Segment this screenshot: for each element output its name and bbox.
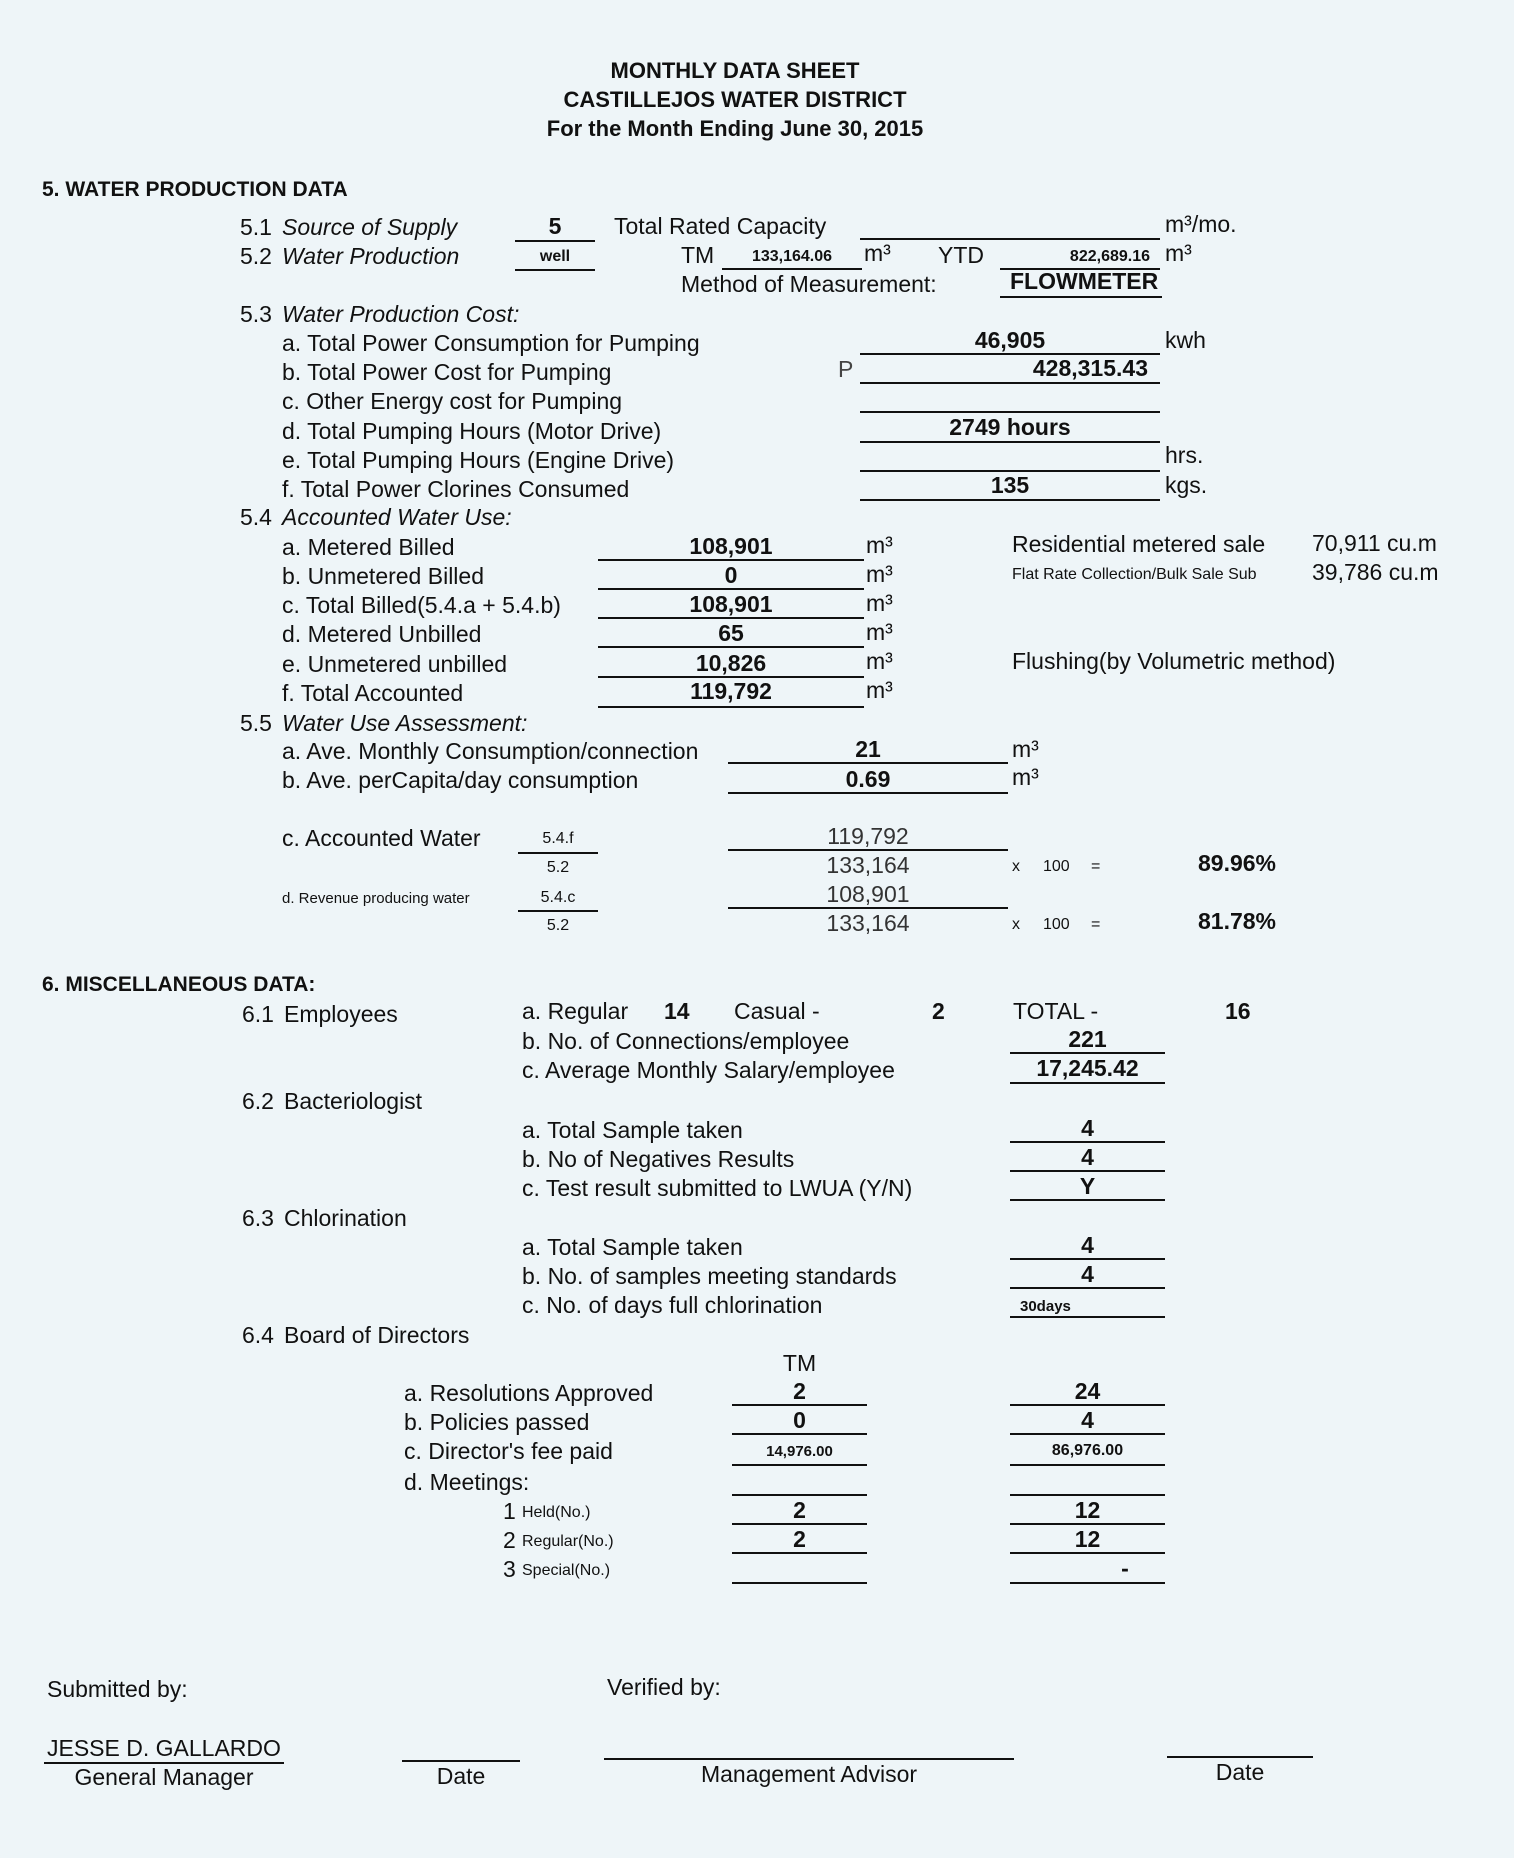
s52-underline <box>515 269 595 271</box>
s52-method-label: Method of Measurement: <box>681 271 937 297</box>
s55b-unit: m³ <box>1012 764 1039 790</box>
s64c-label: c. Director's fee paid <box>404 1438 613 1464</box>
s55c-den-value: 133,164 <box>826 852 910 878</box>
s61-casual-label: Casual - <box>734 998 820 1024</box>
s51-underline <box>515 240 595 242</box>
s55d-num-value: 108,901 <box>826 881 910 907</box>
s64c-ytd: 86,976.00 <box>1051 1442 1124 1459</box>
s55c-den-ref: 5.2 <box>546 859 570 876</box>
s55c-result: 89.96% <box>1198 850 1277 876</box>
s61b-value: 221 <box>1068 1026 1107 1052</box>
s53-label: Water Production Cost: <box>282 301 520 327</box>
s64-held-tm: 2 <box>793 1497 806 1523</box>
s53a-value: 46,905 <box>974 327 1046 353</box>
note-flushing: Flushing(by Volumetric method) <box>1012 648 1336 674</box>
s55-label: Water Use Assessment: <box>282 710 528 736</box>
s61-casual-value: 2 <box>932 998 945 1024</box>
s51-capacity-unit: m³/mo. <box>1165 211 1237 237</box>
s54e-value: 10,826 <box>695 650 767 676</box>
s52-ytd-unit: m³ <box>1165 240 1192 266</box>
s54-label: Accounted Water Use: <box>282 504 512 530</box>
s63b-value: 4 <box>1081 1261 1094 1287</box>
s62-label: Bacteriologist <box>284 1088 423 1114</box>
s63b-label: b. No. of samples meeting standards <box>522 1263 897 1289</box>
s52-value: well <box>539 248 571 265</box>
submitted-by-label: Submitted by: <box>47 1676 188 1702</box>
s53e-label: e. Total Pumping Hours (Engine Drive) <box>282 447 675 473</box>
s61-total-label: TOTAL - <box>1013 998 1099 1024</box>
note-flat-label: Flat Rate Collection/Bulk Sale Sub <box>1012 566 1257 583</box>
s55d-result: 81.78% <box>1198 908 1277 934</box>
s64-regular-ytd-line <box>1010 1552 1165 1554</box>
s55c-label: c. Accounted Water <box>282 825 481 851</box>
s61-regular-label: a. Regular <box>522 998 629 1024</box>
s55d-hundred: 100 <box>1043 916 1070 933</box>
s64b-label: b. Policies passed <box>404 1409 590 1435</box>
s64-held-num: 1 <box>503 1498 516 1524</box>
s54f-line <box>598 706 864 708</box>
s54a-unit: m³ <box>866 532 893 558</box>
s64-special-ytd: - <box>1121 1555 1129 1581</box>
s64d-ytd-line <box>1010 1494 1165 1496</box>
s64-special-ytd-line <box>1010 1582 1165 1584</box>
s53-num: 5.3 <box>240 301 272 327</box>
s55d-eq: = <box>1091 916 1101 933</box>
date1-label: Date <box>436 1763 486 1789</box>
s64d-tm-line <box>732 1494 867 1496</box>
s64a-tm: 2 <box>793 1378 806 1404</box>
section-6-title: 6. MISCELLANEOUS DATA: <box>42 973 316 996</box>
section-5-title: 5. WATER PRODUCTION DATA <box>42 178 348 201</box>
s53b-label: b. Total Power Cost for Pumping <box>282 359 612 385</box>
s64a-ytd-line <box>1010 1404 1165 1406</box>
s61-label: Employees <box>284 1001 398 1027</box>
s54b-label: b. Unmetered Billed <box>282 563 484 589</box>
s64a-tm-line <box>732 1404 867 1406</box>
s55b-line <box>728 792 1008 794</box>
s63a-line <box>1010 1258 1165 1260</box>
s53a-label: a. Total Power Consumption for Pumping <box>282 330 700 356</box>
s54d-unit: m³ <box>866 619 893 645</box>
s54d-line <box>598 646 864 648</box>
s52-label: Water Production <box>282 243 460 269</box>
s61c-value: 17,245.42 <box>1036 1055 1139 1081</box>
s52-method-value: FLOWMETER <box>1010 268 1159 294</box>
s64-special-num: 3 <box>503 1556 516 1582</box>
s52-tm-value: 133,164.06 <box>751 248 833 265</box>
s52-ytd-value: 822,689.16 <box>1069 248 1150 265</box>
s53b-line <box>860 382 1160 384</box>
s55a-label: a. Ave. Monthly Consumption/connection <box>282 738 699 764</box>
s63c-value: 30days <box>1020 1298 1071 1315</box>
s55-num: 5.5 <box>240 710 272 736</box>
s54-num: 5.4 <box>240 504 272 530</box>
s54b-line <box>598 588 864 590</box>
s55d-den-value: 133,164 <box>826 910 910 936</box>
s54c-value: 108,901 <box>689 591 773 617</box>
s64-held-label: Held(No.) <box>522 1504 591 1521</box>
s64d-label: d. Meetings: <box>404 1469 530 1495</box>
s53d-label: d. Total Pumping Hours (Motor Drive) <box>282 418 662 444</box>
s53f-unit: kgs. <box>1165 472 1208 498</box>
s53f-value: 135 <box>990 472 1030 498</box>
s54a-value: 108,901 <box>689 533 773 559</box>
s62-num: 6.2 <box>242 1088 274 1114</box>
verified-by-label: Verified by: <box>607 1674 721 1700</box>
s55d-num-ref: 5.4.c <box>540 889 576 906</box>
s64b-tm-line <box>732 1433 867 1435</box>
s55c-fraction-line <box>728 849 1008 851</box>
s54e-unit: m³ <box>866 648 893 674</box>
s63c-line <box>1010 1316 1165 1318</box>
s62a-line <box>1010 1141 1165 1143</box>
s64c-tm-line <box>732 1464 867 1466</box>
s53f-label: f. Total Power Clorines Consumed <box>282 476 630 502</box>
signatory-name: JESSE D. GALLARDO <box>47 1735 281 1761</box>
s64b-tm: 0 <box>793 1407 806 1433</box>
s64-label: Board of Directors <box>284 1322 470 1348</box>
s55c-num-ref: 5.4.f <box>542 830 574 847</box>
s53a-unit: kwh <box>1165 327 1206 353</box>
s52-ytd-label: YTD <box>938 242 984 268</box>
signatory-position: General Manager <box>74 1764 254 1790</box>
s55c-mult: x <box>1012 858 1020 875</box>
header-period: For the Month Ending June 30, 2015 <box>546 116 924 141</box>
s53c-line <box>860 411 1160 413</box>
s63a-value: 4 <box>1081 1232 1094 1258</box>
s64b-ytd: 4 <box>1081 1407 1094 1433</box>
s64c-tm: 14,976.00 <box>766 1443 833 1460</box>
s54b-value: 0 <box>724 562 738 588</box>
s53d-line <box>860 441 1160 443</box>
s54c-unit: m³ <box>866 590 893 616</box>
s55d-label: d. Revenue producing water <box>282 890 470 907</box>
s64b-ytd-line <box>1010 1433 1165 1435</box>
s64-regular-label: Regular(No.) <box>522 1533 614 1550</box>
s63-label: Chlorination <box>284 1205 407 1231</box>
s62c-line <box>1010 1199 1165 1201</box>
s52-method-line <box>1000 296 1162 298</box>
s63b-line <box>1010 1287 1165 1289</box>
s55d-den-ref: 5.2 <box>546 917 570 934</box>
s55d-mult: x <box>1012 916 1020 933</box>
s55b-value: 0.69 <box>845 766 891 792</box>
note-flat-value: 39,786 cu.m <box>1312 559 1439 585</box>
s54c-line <box>598 617 864 619</box>
s55c-num-value: 119,792 <box>827 823 909 849</box>
s54f-unit: m³ <box>866 677 893 703</box>
header-title: MONTHLY DATA SHEET <box>610 58 860 83</box>
s64-regular-tm: 2 <box>793 1526 806 1552</box>
s64-regular-num: 2 <box>503 1527 516 1553</box>
advisor-line <box>604 1758 1014 1760</box>
s63c-label: c. No. of days full chlorination <box>522 1292 823 1318</box>
s54c-label: c. Total Billed(5.4.a + 5.4.b) <box>282 592 561 618</box>
s64-regular-ytd: 12 <box>1074 1526 1101 1552</box>
s54d-label: d. Metered Unbilled <box>282 621 482 647</box>
s62a-label: a. Total Sample taken <box>522 1117 743 1143</box>
s55a-line <box>728 762 1008 764</box>
s52-tm-label: TM <box>681 242 715 268</box>
s64-held-tm-line <box>732 1523 867 1525</box>
s55a-unit: m³ <box>1012 736 1039 762</box>
s52-tm-line <box>722 268 862 270</box>
s51-value: 5 <box>548 213 562 239</box>
s51-capacity-label: Total Rated Capacity <box>614 213 827 239</box>
s54f-value: 119,792 <box>690 678 772 704</box>
s64-held-ytd: 12 <box>1074 1497 1101 1523</box>
s62b-line <box>1010 1170 1165 1172</box>
date2-label: Date <box>1215 1759 1265 1785</box>
s53e-unit: hrs. <box>1165 442 1204 468</box>
s55c-eq: = <box>1091 858 1101 875</box>
s64-held-ytd-line <box>1010 1523 1165 1525</box>
s61-total-value: 16 <box>1225 998 1251 1024</box>
s53b-value: 428,315.43 <box>1032 355 1148 381</box>
s52-num: 5.2 <box>240 243 272 269</box>
s64-regular-tm-line <box>732 1552 867 1554</box>
s54a-line <box>598 559 864 561</box>
note-residential-label: Residential metered sale <box>1012 531 1266 557</box>
s55d-ref-line <box>518 910 598 912</box>
s62c-label: c. Test result submitted to LWUA (Y/N) <box>522 1175 913 1201</box>
s61-regular-value: 14 <box>664 998 690 1024</box>
s55d-fraction-line <box>728 907 1008 909</box>
s61c-line <box>1010 1082 1165 1084</box>
s64-special-tm-line <box>732 1582 867 1584</box>
s53f-line <box>860 499 1160 501</box>
s62a-value: 4 <box>1081 1115 1094 1141</box>
s63a-label: a. Total Sample taken <box>522 1234 743 1260</box>
s64-special-label: Special(No.) <box>522 1562 611 1579</box>
s55a-value: 21 <box>855 736 881 762</box>
header-district: CASTILLEJOS WATER DISTRICT <box>563 87 907 112</box>
s64-num: 6.4 <box>242 1322 274 1348</box>
s51-num: 5.1 <box>240 214 272 240</box>
s54a-label: a. Metered Billed <box>282 534 455 560</box>
s54f-label: f. Total Accounted <box>282 680 464 706</box>
s61-num: 6.1 <box>242 1001 274 1027</box>
s51-capacity-line <box>860 238 1160 240</box>
s53d-value: 2749 hours <box>949 414 1071 440</box>
s64c-ytd-line <box>1010 1464 1165 1466</box>
s62c-value: Y <box>1079 1173 1096 1199</box>
s62b-value: 4 <box>1081 1144 1094 1170</box>
s52-tm-unit: m³ <box>864 240 891 266</box>
s54e-label: e. Unmetered unbilled <box>282 651 508 677</box>
s55b-label: b. Ave. perCapita/day consumption <box>282 767 639 793</box>
s54d-value: 65 <box>718 620 744 646</box>
s53c-label: c. Other Energy cost for Pumping <box>282 388 623 414</box>
s64a-ytd: 24 <box>1074 1378 1101 1404</box>
s55c-hundred: 100 <box>1043 858 1070 875</box>
s61c-label: c. Average Monthly Salary/employee <box>522 1057 895 1083</box>
date2-line <box>1167 1756 1313 1758</box>
s64-tm-header: TM <box>782 1350 817 1376</box>
s51-label: Source of Supply <box>282 214 458 240</box>
s62b-label: b. No of Negatives Results <box>522 1146 795 1172</box>
advisor-label: Management Advisor <box>700 1761 918 1787</box>
s54b-unit: m³ <box>866 561 893 587</box>
s63-num: 6.3 <box>242 1205 274 1231</box>
s61b-label: b. No. of Connections/employee <box>522 1028 850 1054</box>
note-residential-value: 70,911 cu.m <box>1312 530 1437 556</box>
s61b-line <box>1010 1052 1165 1054</box>
s53b-prefix: P <box>838 356 854 382</box>
s55c-ref-line <box>518 852 598 854</box>
s64a-label: a. Resolutions Approved <box>404 1380 654 1406</box>
date1-line <box>402 1760 520 1762</box>
